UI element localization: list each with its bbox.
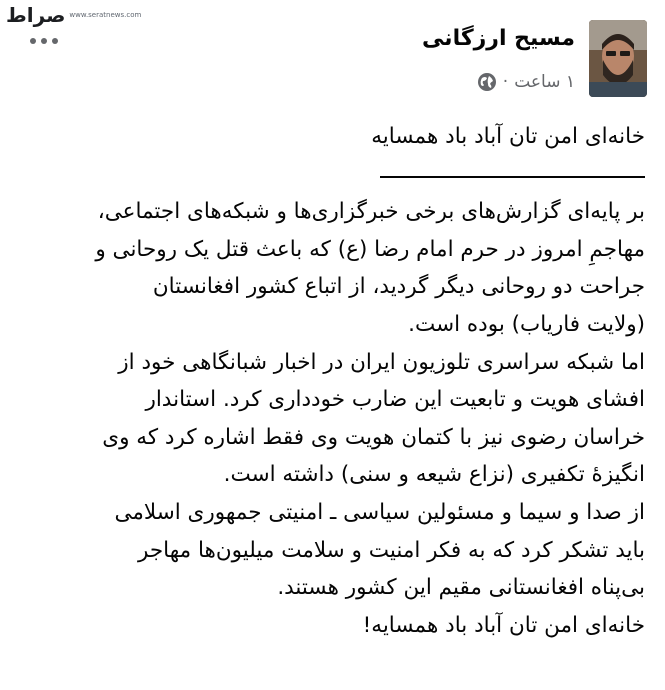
post-line: (ولایت فاریاب) بوده است.: [408, 311, 645, 337]
post-line: خراسان رضوی نیز با کتمان هویت وی فقط اشاره کرد که وی: [102, 424, 645, 450]
watermark: [6, 4, 141, 26]
post-divider: [12, 156, 645, 194]
post-body: [12, 118, 645, 644]
post-line: انگیزهٔ تکفیری (نزاع شیعه و سنی) داشته است.: [223, 462, 645, 488]
avatar-image: [589, 20, 647, 97]
watermark-url: www.seratnews.com: [69, 11, 142, 19]
post-line: خانه‌ای امن تان آباد باد همسایه!: [362, 612, 645, 638]
meta-separator: ·: [502, 72, 509, 92]
post-title: خانه‌ای امن تان آباد باد همسایه: [371, 124, 645, 149]
post-line: بر پایه‌ای گزارش‌های برخی خبرگزاری‌ها و شبکه‌های اجتماعی،: [97, 199, 645, 225]
post-line: جراحت دو روحانی دیگر گردید، از اتباع کشور افغانستان: [152, 274, 645, 300]
globe-icon[interactable]: [477, 72, 497, 92]
more-options-icon[interactable]: [30, 38, 58, 44]
avatar[interactable]: [589, 20, 647, 97]
post-time[interactable]: ۱ ساعت: [514, 72, 575, 92]
post-line: افشای هویت و تابعیت این ضارب خودداری کرد. استاندار: [145, 387, 645, 413]
post-line: از صدا و سیما و مسئولین سیاسی ـ امنیتی جمهوری اسلامی: [114, 499, 645, 525]
post-line: مهاجمِ امروز در حرم امام رضا (ع) که باعث قتل یک روحانی و: [95, 236, 645, 262]
post-line: باید تشکر کرد که به فکر امنیت و سلامت میلیون‌ها مهاجر: [138, 537, 645, 563]
watermark-logo: صراط: [6, 3, 66, 27]
post-line: اما شبکه سراسری تلوزیون ایران در اخبار شبانگاهی خود از: [118, 349, 645, 375]
post-meta: [477, 72, 575, 92]
author-name[interactable]: مسیح ارزگانی: [422, 26, 575, 51]
post-line: بی‌پناه افغانستانی مقیم این کشور هستند.: [277, 575, 645, 601]
